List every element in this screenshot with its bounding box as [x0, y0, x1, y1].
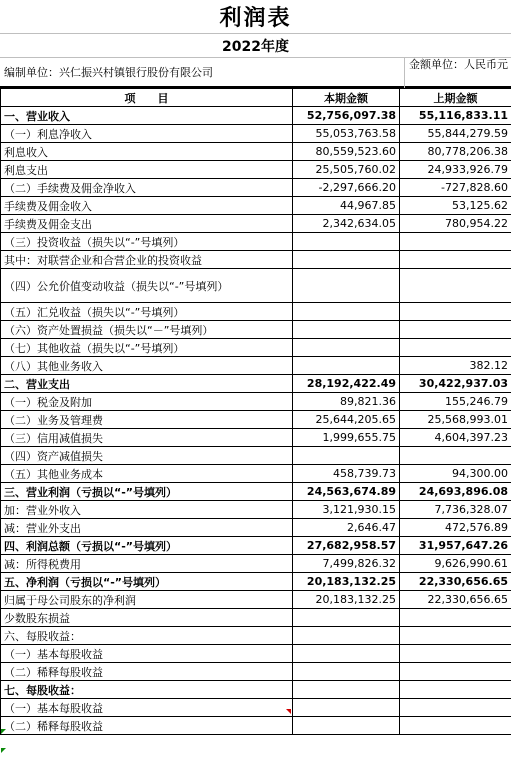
table-row — [1, 251, 511, 269]
row-current-amount: 1,999,655.75 — [293, 429, 400, 447]
row-previous-amount — [400, 717, 511, 735]
table-row — [1, 393, 511, 411]
table-row — [1, 609, 511, 627]
row-previous-amount: 155,246.79 — [400, 393, 511, 411]
row-current-amount — [293, 645, 400, 663]
error-marker-green — [1, 748, 6, 753]
row-previous-amount: 80,778,206.38 — [400, 143, 511, 161]
row-previous-amount: -727,828.60 — [400, 179, 511, 197]
row-current-amount: 20,183,132.25 — [293, 591, 400, 609]
row-previous-amount: 382.12 — [400, 357, 511, 375]
row-previous-amount — [400, 251, 511, 269]
row-previous-amount — [400, 303, 511, 321]
row-item-label: 七、每股收益： — [1, 681, 293, 699]
table-row — [1, 429, 511, 447]
row-previous-amount — [400, 447, 511, 465]
row-current-amount: 52,756,097.38 — [293, 107, 400, 125]
row-previous-amount: 22,330,656.65 — [400, 591, 511, 609]
row-item-label: 少数股东损益 — [1, 609, 293, 627]
table-row — [1, 215, 511, 233]
row-current-amount — [293, 609, 400, 627]
table-row — [1, 483, 511, 501]
row-current-amount — [293, 627, 400, 645]
row-previous-amount: 55,116,833.11 — [400, 107, 511, 125]
row-previous-amount: 55,844,279.59 — [400, 125, 511, 143]
table-row — [1, 591, 511, 609]
row-item-label: （二）手续费及佣金净收入 — [1, 179, 293, 197]
row-previous-amount: 25,568,993.01 — [400, 411, 511, 429]
row-current-amount: 44,967.85 — [293, 197, 400, 215]
column-header-previous: 上期金额 — [400, 89, 511, 107]
row-current-amount: 89,821.36 — [293, 393, 400, 411]
table-row — [1, 501, 511, 519]
row-item-label: 一、营业收入 — [1, 107, 293, 125]
row-current-amount — [293, 717, 400, 735]
row-current-amount: 25,505,760.02 — [293, 161, 400, 179]
row-item-label: 五、净利润（亏损以“-”号填列） — [1, 573, 293, 591]
row-previous-amount: 4,604,397.23 — [400, 429, 511, 447]
row-current-amount — [293, 357, 400, 375]
row-item-label: （三）投资收益（损失以“-”号填列） — [1, 233, 293, 251]
row-current-amount — [293, 447, 400, 465]
table-row — [1, 321, 511, 339]
row-item-label: 利息支出 — [1, 161, 293, 179]
row-current-amount: 2,646.47 — [293, 519, 400, 537]
row-current-amount: 25,644,205.65 — [293, 411, 400, 429]
row-item-label: （五）其他业务成本 — [1, 465, 293, 483]
table-row — [1, 339, 511, 357]
column-header-current: 本期金额 — [293, 89, 400, 107]
row-item-label: 加：营业外收入 — [1, 501, 293, 519]
table-row — [1, 303, 511, 321]
row-item-label: 减：所得税费用 — [1, 555, 293, 573]
row-item-label: 归属于母公司股东的净利润 — [1, 591, 293, 609]
row-current-amount — [293, 321, 400, 339]
row-previous-amount: 24,933,926.79 — [400, 161, 511, 179]
row-current-amount: 27,682,958.57 — [293, 537, 400, 555]
row-previous-amount — [400, 269, 511, 303]
table-row — [1, 681, 511, 699]
row-previous-amount — [400, 233, 511, 251]
table-row — [1, 269, 511, 303]
table-row — [1, 357, 511, 375]
row-previous-amount: 31,957,647.26 — [400, 537, 511, 555]
table-row — [1, 233, 511, 251]
table-row — [1, 465, 511, 483]
row-item-label: 利息收入 — [1, 143, 293, 161]
row-item-label: 四、利润总额（亏损以“-”号填列） — [1, 537, 293, 555]
row-item-label: 三、营业利润（亏损以“-”号填列） — [1, 483, 293, 501]
row-item-label: （二）业务及管理费 — [1, 411, 293, 429]
row-current-amount: 7,499,826.32 — [293, 555, 400, 573]
row-previous-amount: 53,125.62 — [400, 197, 511, 215]
report-title: 利润表 — [0, 0, 511, 34]
table-row — [1, 107, 511, 125]
row-previous-amount — [400, 339, 511, 357]
row-previous-amount — [400, 681, 511, 699]
row-item-label: （三）信用减值损失 — [1, 429, 293, 447]
row-current-amount — [293, 233, 400, 251]
row-item-label: （二）稀释每股收益 — [1, 717, 293, 735]
row-current-amount — [293, 251, 400, 269]
income-statement-table — [0, 88, 511, 735]
table-row — [1, 627, 511, 645]
row-previous-amount: 30,422,937.03 — [400, 375, 511, 393]
row-item-label: （一）基本每股收益 — [1, 645, 293, 663]
row-previous-amount — [400, 627, 511, 645]
row-previous-amount — [400, 663, 511, 681]
preparer-label: 编制单位：兴仁振兴村镇银行股份有限公司 — [4, 66, 213, 79]
table-row — [1, 699, 511, 717]
row-previous-amount — [400, 609, 511, 627]
row-item-label: （一）税金及附加 — [1, 393, 293, 411]
row-current-amount: 80,559,523.60 — [293, 143, 400, 161]
table-row — [1, 161, 511, 179]
table-row — [1, 645, 511, 663]
row-previous-amount: 9,626,990.61 — [400, 555, 511, 573]
row-previous-amount: 7,736,328.07 — [400, 501, 511, 519]
table-row — [1, 573, 511, 591]
table-row — [1, 143, 511, 161]
row-previous-amount — [400, 699, 511, 717]
row-current-amount — [293, 681, 400, 699]
row-item-label: （四）资产减值损失 — [1, 447, 293, 465]
row-item-label: （四）公允价值变动收益（损失以“-”号填列） — [1, 269, 293, 303]
row-item-label: （一）利息净收入 — [1, 125, 293, 143]
row-item-label: （一）基本每股收益 — [1, 699, 293, 717]
row-item-label: （二）稀释每股收益 — [1, 663, 293, 681]
table-row — [1, 375, 511, 393]
row-current-amount: -2,297,666.20 — [293, 179, 400, 197]
row-previous-amount: 472,576.89 — [400, 519, 511, 537]
table-row — [1, 717, 511, 735]
row-item-label: 手续费及佣金支出 — [1, 215, 293, 233]
row-previous-amount — [400, 321, 511, 339]
currency-unit-label: 金额单位：人民币元 — [404, 58, 511, 88]
row-previous-amount: 94,300.00 — [400, 465, 511, 483]
row-current-amount: 24,563,674.89 — [293, 483, 400, 501]
row-previous-amount — [400, 645, 511, 663]
row-previous-amount: 22,330,656.65 — [400, 573, 511, 591]
table-header-row — [1, 89, 511, 107]
row-current-amount: 3,121,930.15 — [293, 501, 400, 519]
row-item-label: 二、营业支出 — [1, 375, 293, 393]
row-item-label: 其中：对联营企业和合营企业的投资收益 — [1, 251, 293, 269]
row-current-amount: 458,739.73 — [293, 465, 400, 483]
row-item-label: （八）其他业务收入 — [1, 357, 293, 375]
row-current-amount: 55,053,763.58 — [293, 125, 400, 143]
row-current-amount: 2,342,634.05 — [293, 215, 400, 233]
table-row — [1, 125, 511, 143]
table-row — [1, 197, 511, 215]
row-item-label: （七）其他收益（损失以“-”号填列） — [1, 339, 293, 357]
row-previous-amount: 780,954.22 — [400, 215, 511, 233]
table-row — [1, 555, 511, 573]
table-row — [1, 179, 511, 197]
row-current-amount: 28,192,422.49 — [293, 375, 400, 393]
table-row — [1, 447, 511, 465]
column-header-item: 项 目 — [1, 89, 293, 107]
row-current-amount — [293, 339, 400, 357]
row-item-label: 六、每股收益： — [1, 627, 293, 645]
table-row — [1, 411, 511, 429]
table-row — [1, 663, 511, 681]
comment-marker-red — [286, 709, 291, 714]
row-item-label: 减：营业外支出 — [1, 519, 293, 537]
table-row — [1, 519, 511, 537]
row-current-amount — [293, 699, 400, 717]
row-item-label: 手续费及佣金收入 — [1, 197, 293, 215]
row-current-amount — [293, 269, 400, 303]
table-body — [1, 107, 511, 735]
row-item-label: （六）资产处置损益（损失以“－”号填列） — [1, 321, 293, 339]
row-current-amount — [293, 663, 400, 681]
report-year: 2022年度 — [0, 34, 511, 58]
table-row — [1, 537, 511, 555]
row-current-amount: 20,183,132.25 — [293, 573, 400, 591]
unit-row — [0, 58, 511, 88]
error-marker-green — [1, 729, 6, 734]
row-current-amount — [293, 303, 400, 321]
row-previous-amount: 24,693,896.08 — [400, 483, 511, 501]
row-item-label: （五）汇兑收益（损失以“-”号填列） — [1, 303, 293, 321]
